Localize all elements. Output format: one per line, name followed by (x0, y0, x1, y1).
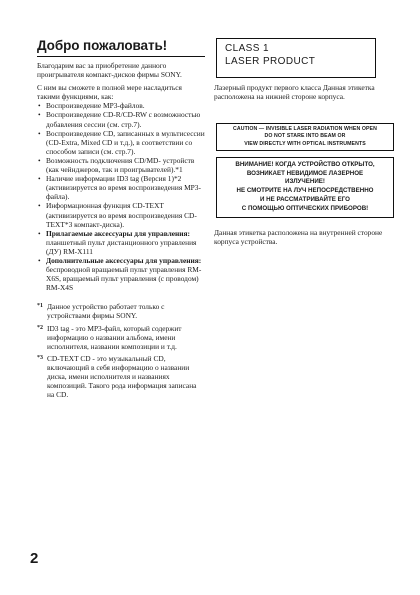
caution-label-english (216, 123, 394, 151)
feature-item (37, 229, 205, 256)
bullet-icon: • (38, 228, 41, 238)
features-list (37, 101, 205, 292)
feature-text: планшетный пульт дистанционного управления (ДУ) RM-X111 (46, 237, 197, 256)
left-column (37, 38, 205, 402)
caution-ru-line: ВОЗНИКАЕТ НЕВИДИМОЕ ЛАЗЕРНОЕ (246, 169, 364, 177)
right-column (214, 38, 394, 246)
feature-item (37, 101, 205, 110)
laser-product-line: LASER PRODUCT (225, 55, 316, 67)
footnotes (37, 302, 205, 399)
bullet-icon: • (38, 110, 41, 120)
caution-ru-line: И НЕ РАССМАТРИВАЙТЕ ЕГО (260, 195, 350, 203)
caution-en-line: VIEW DIRECTLY WITH OPTICAL INSTRUMENTS (244, 140, 366, 147)
laser-class-label (216, 38, 376, 78)
caution-caption: Данная этикетка расположена на внутренней стороне корпуса устройства. (214, 227, 383, 246)
feature-text: Воспроизведение CD-R/CD-RW с возможностью добавления сессии (см. стр.7). (46, 110, 201, 129)
laser-caption: Лазерный продукт первого класса Данная этикетка расположена на нижней стороне корпуса. (214, 83, 375, 102)
bullet-icon: • (38, 174, 41, 184)
caution-ru-line: ИЗЛУЧЕНИЕ! (285, 178, 325, 186)
caution-en-line: DO NOT STARE INTO BEAM OR (264, 133, 346, 140)
feature-text: Наличие информации ID3 tag (Версия 1)*2 (активизируется во время воспроизведения MP3-файла). (46, 174, 201, 202)
caution-ru-line: НЕ СМОТРИТЕ НА ЛУЧ НЕПОСРЕДСТВЕННО (236, 187, 374, 195)
page-title: Добро пожаловать! (37, 38, 205, 57)
footnote (37, 354, 205, 399)
feature-text: Возможность подключения CD/MD- устройств (как чейнджеров, так и проигрывателей).*1 (46, 155, 195, 175)
caution-en-line: CAUTION — INVISIBLE LASER RADIATION WHEN OPEN (233, 126, 377, 133)
footnote-text: CD-TEXT CD - это музыкальный CD, включающий в себя информацию о названии диска, имени исполнителя и названиях композиций. Такого рода информация записана на CD. (47, 353, 197, 400)
feature-item (37, 110, 205, 128)
bullet-icon: • (38, 201, 41, 211)
laser-class-line: CLASS 1 (225, 43, 269, 54)
caution-label-russian (216, 157, 394, 218)
caution-ru-line: ВНИМАНИЕ! КОГДА УСТРОЙСТВО ОТКРЫТО, (235, 160, 375, 168)
feature-text: Информационная функция CD-TEXT (активизируется во время воспроизведения CD-TEXT*3 компакт-диска). (46, 201, 197, 229)
footnote-text: Данное устройство работает только с устройствами фирмы SONY. (47, 302, 165, 321)
footnote-mark: *3 (37, 354, 43, 361)
bullet-icon: • (38, 255, 41, 265)
footnote-text: ID3 tag - это MP3-файл, который содержит информацию о названии альбома, имени исполнителя, названии композиции и т.д. (47, 323, 182, 351)
feature-item (37, 201, 205, 228)
footnote (37, 302, 205, 320)
feature-item (37, 256, 205, 292)
footnote-mark: *2 (37, 324, 43, 331)
bullet-icon: • (38, 128, 41, 138)
feature-text: беспроводной вращаемый пульт управления RM-X6S, вращаемый пульт управления (с проводом) RM-X4S (46, 265, 202, 293)
intro-text: Благодарим вас за приобретение данного проигрывателя компакт-дисков фирмы SONY. (37, 61, 182, 80)
footnote (37, 324, 205, 351)
feature-label: Прилагаемые аксессуары для управления: (46, 228, 191, 238)
bullet-icon: • (38, 155, 41, 165)
feature-item (37, 174, 205, 201)
feature-text: Воспроизведение MP3-файлов. (46, 101, 145, 111)
caution-ru-line: С ПОМОЩЬЮ ОПТИЧЕСКИХ ПРИБОРОВ! (241, 204, 369, 212)
feature-item (37, 129, 205, 156)
bullet-icon: • (38, 101, 41, 111)
feature-item (37, 156, 205, 174)
feature-text: Воспроизведение CD, записанных в мультисессии (CD-Extra, Mixed CD и т.д.), в соответствии со способом записи (см. стр.7). (46, 128, 205, 156)
footnote-mark: *1 (37, 303, 43, 310)
feature-label: Дополнительные аксессуары для управления: (46, 255, 202, 265)
features-lead: С ним вы сможете в полной мере насладиться такими функциями, как: (37, 83, 182, 102)
page-number: 2 (30, 550, 39, 567)
